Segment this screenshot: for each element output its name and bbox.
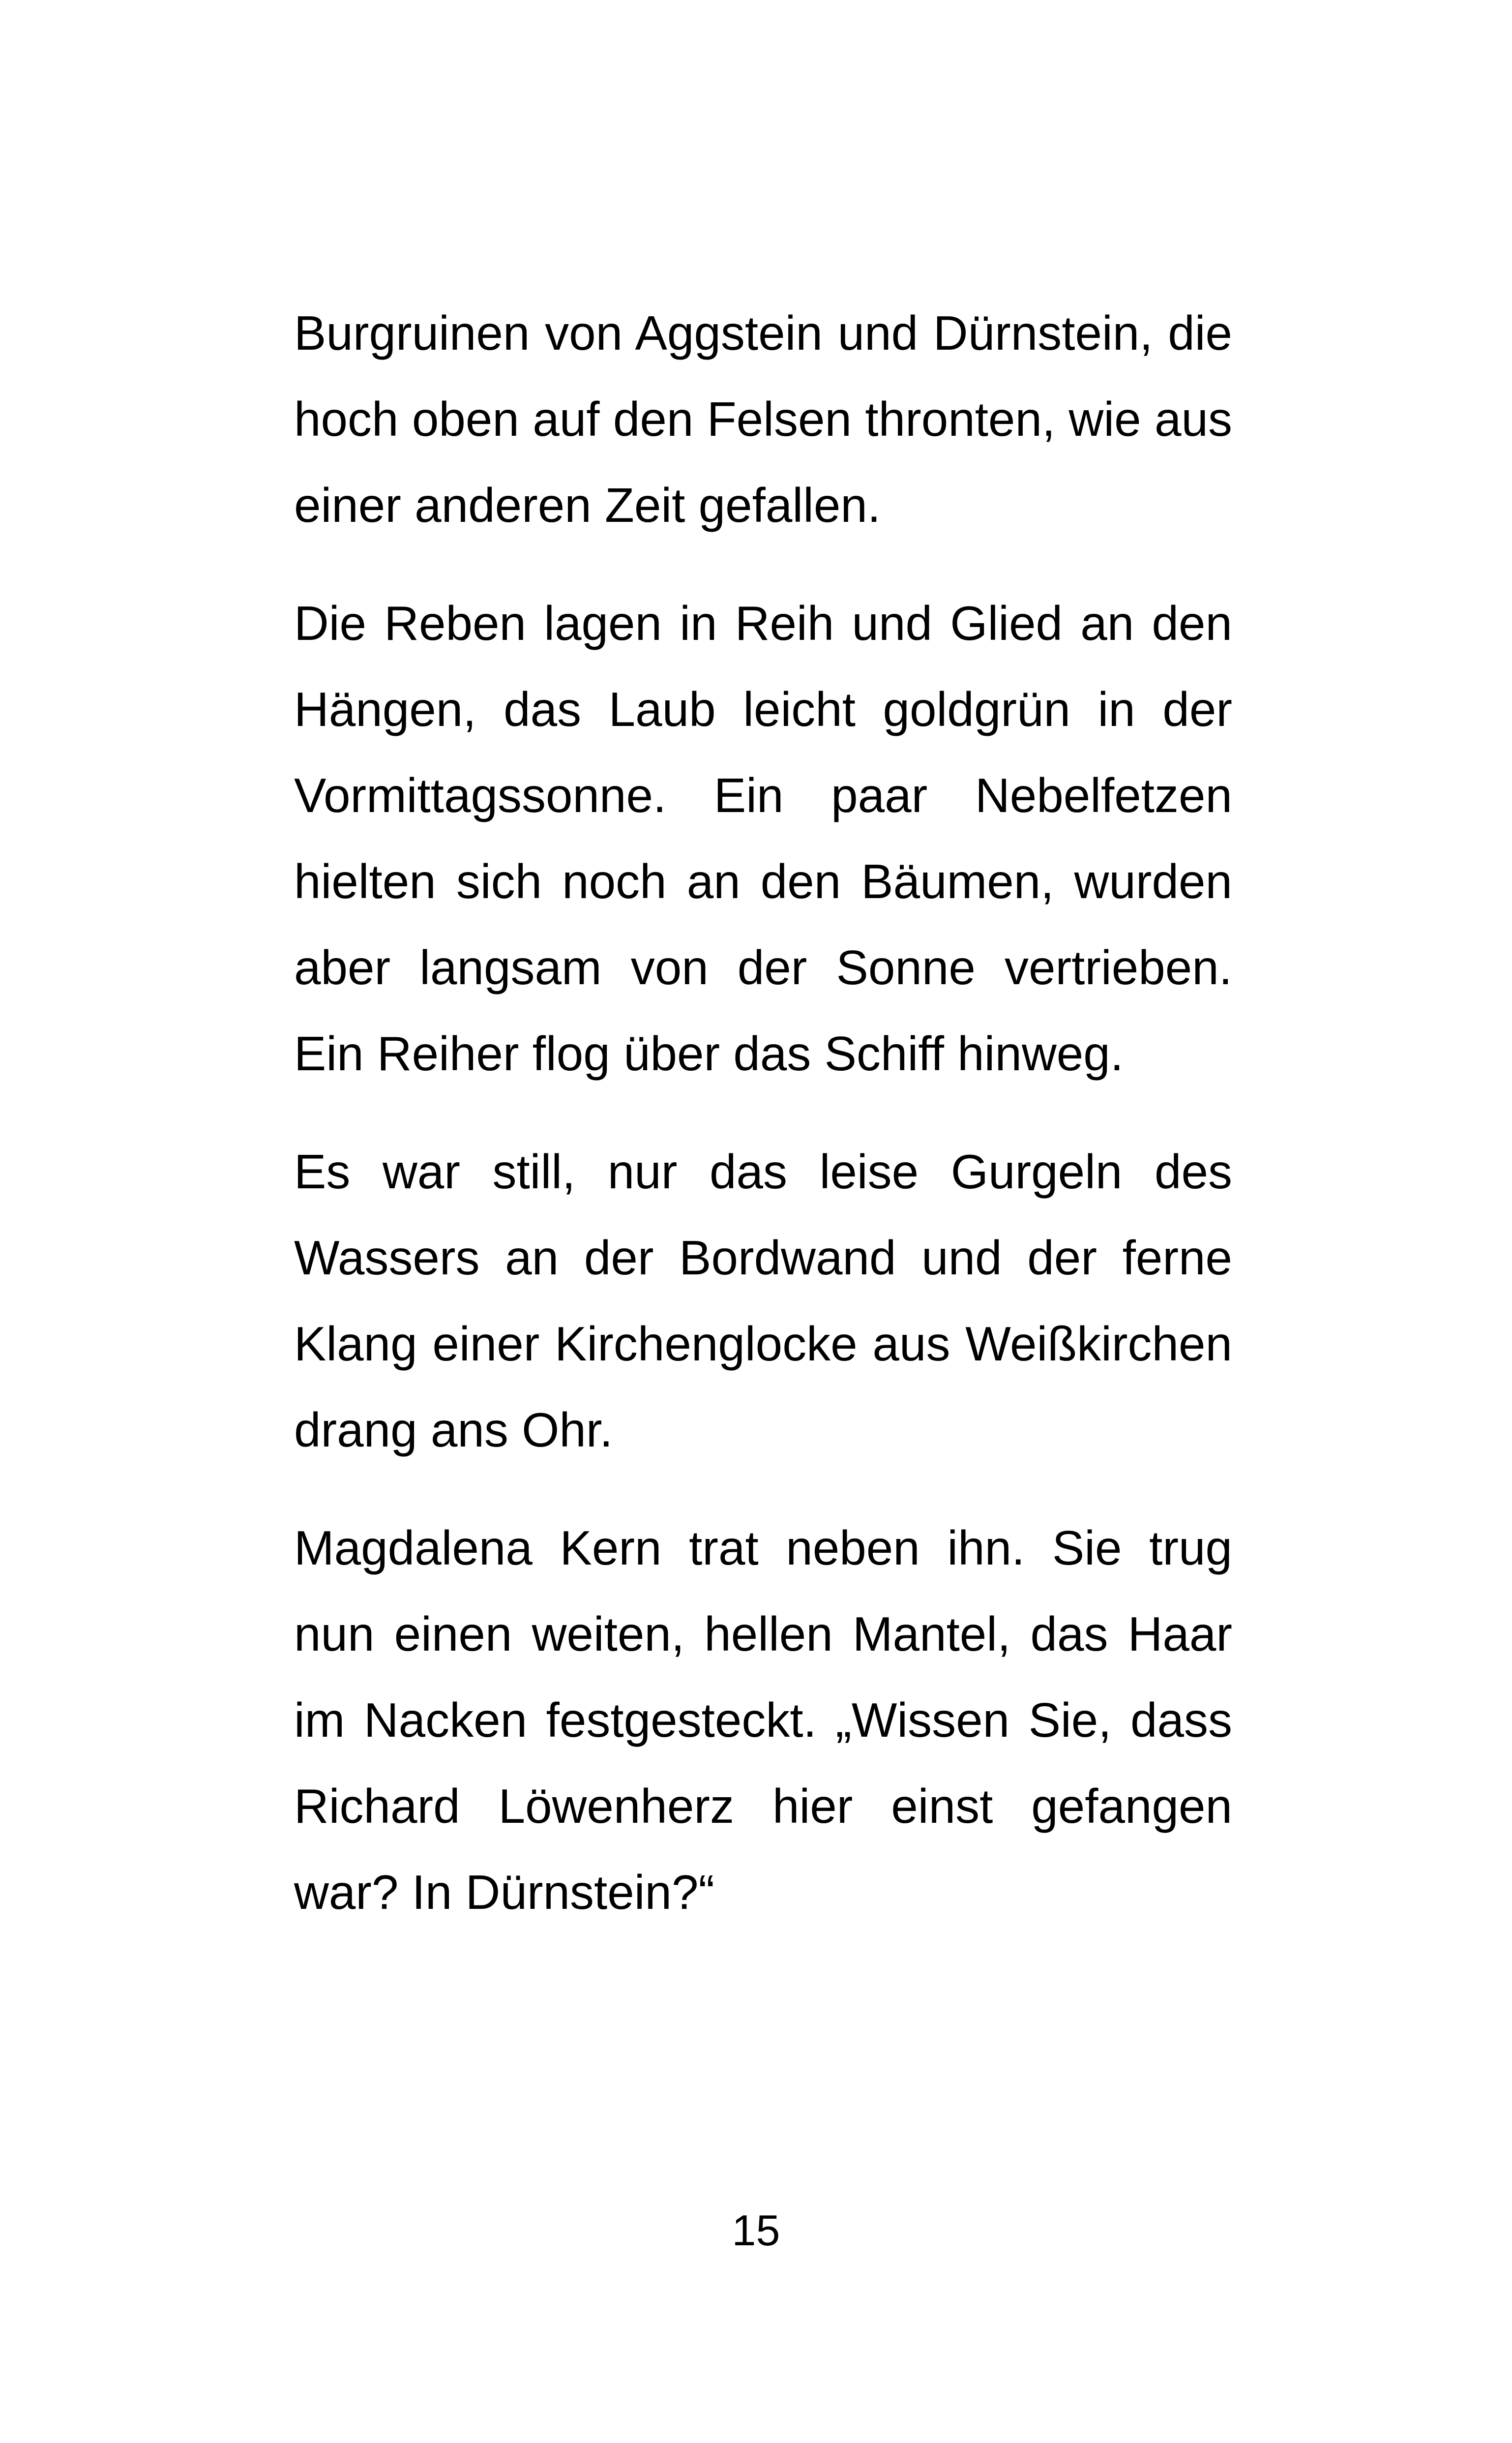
body-text bbox=[294, 290, 1232, 1967]
page-number: 15 bbox=[732, 2206, 780, 2255]
paragraph-1: Burgruinen von Aggstein und Dürnstein, die hoch oben auf den Felsen thronten, wie aus einer anderen Zeit gefallen. bbox=[294, 306, 1232, 532]
paragraph-4: Magdalena Kern trat neben ihn. Sie trug nun einen weiten, hellen Mantel, das Haar im Nacken festgesteckt. „Wissen Sie, dass Richard Löwenherz hier einst gefangen war? In Dürnstein?“ bbox=[294, 1521, 1232, 1919]
paragraph-2: Die Reben lagen in Reih und Glied an den Hängen, das Laub leicht goldgrün in der Vormittagssonne. Ein paar Nebelfetzen hielten sich noch an den Bäumen, wurden aber langsam von der Sonne vertrieben. Ein Reiher flog über das Schiff hinweg. bbox=[294, 596, 1232, 1081]
paragraph-3: Es war still, nur das leise Gurgeln des Wassers an der Bordwand und der ferne Klang einer Kirchenglocke aus Weißkirchen drang ans Ohr. bbox=[294, 1145, 1232, 1457]
